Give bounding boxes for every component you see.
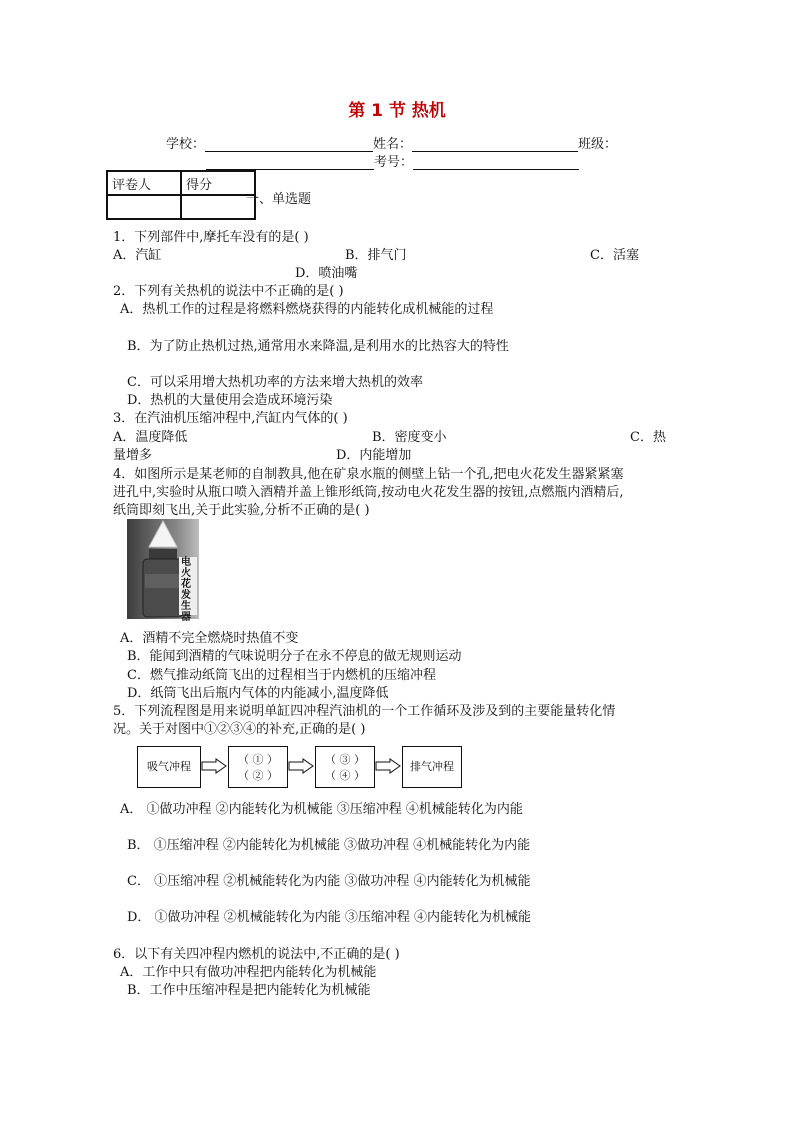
bottle-neck (149, 549, 177, 559)
exam-no-blank[interactable] (413, 157, 579, 170)
section-heading: 一、单选题 (246, 192, 312, 207)
q6-option-a[interactable]: A．工作中只有做功冲程把内能转化为机械能 (120, 965, 377, 980)
name-label: 姓名： (373, 137, 413, 152)
q4-option-c[interactable]: C．燃气推动纸筒飞出的过程相当于内燃机的压缩冲程 (127, 668, 436, 683)
flow-arrow-3 (375, 758, 401, 774)
paper-cone (149, 521, 177, 547)
q4-option-d[interactable]: D．纸筒飞出后瓶内气体的内能减小,温度降低 (127, 686, 389, 701)
flow-box-3 (315, 746, 375, 788)
score-header: 得分 (181, 171, 255, 195)
q6-option-b[interactable]: B．工作中压缩冲程是把内能转化为机械能 (127, 983, 371, 998)
q4-stem-line3: 纸筒即刻飞出,关于此实验,分析不正确的是( ) (113, 503, 370, 518)
q1-option-a[interactable]: A．汽缸 (113, 248, 162, 263)
school-field (166, 133, 617, 152)
flow-box-3-slot1: （ ③ ） (325, 753, 365, 766)
flow-box-3-slot2: （ ④ ） (325, 769, 365, 782)
q4-stem-line2: 进孔中,实验时从瓶口喷入酒精并盖上锥形纸筒,按动电火花发生器的按钮,点燃瓶内酒精后, (113, 485, 624, 500)
flow-box-2-slot1: （ ① ） (238, 753, 278, 766)
flow-box-exhaust: 排气冲程 (402, 746, 462, 788)
score-cell[interactable] (181, 195, 255, 219)
exam-no-label: 考号： (374, 155, 414, 170)
bottle-band (145, 574, 181, 588)
class-label: 班级： (578, 137, 618, 152)
q6-stem: 6．以下有关四冲程内燃机的说法中,不正确的是( ) (113, 947, 400, 962)
flow-arrow-2 (288, 758, 314, 774)
q1-option-d[interactable]: D．喷油嘴 (295, 266, 358, 281)
q2-option-a[interactable]: A．热机工作的过程是将燃料燃烧获得的内能转化成机械能的过程 (120, 302, 494, 317)
school-label: 学校： (166, 137, 206, 152)
experiment-photo (127, 519, 199, 623)
q2-option-c[interactable]: C．可以采用增大热机功率的方法来增大热机的效率 (127, 375, 423, 390)
flow-box-2 (228, 746, 288, 788)
q5-option-a[interactable]: A． ①做功冲程 ②内能转化为机械能 ③压缩冲程 ④机械能转化为内能 (120, 802, 523, 817)
q5-option-b[interactable]: B． ①压缩冲程 ②内能转化为机械能 ③做功冲程 ④机械能转化为内能 (127, 838, 531, 853)
q5-option-c[interactable]: C． ①压缩冲程 ②机械能转化为内能 ③做功冲程 ④内能转化为机械能 (127, 874, 531, 889)
exam-no-field (206, 151, 579, 170)
score-table (106, 170, 256, 220)
q3-option-c[interactable]: C．热 (630, 430, 666, 445)
q3-option-d[interactable]: D．内能增加 (336, 448, 412, 463)
reviewer-header: 评卷人 (107, 171, 181, 195)
class-blank[interactable] (206, 157, 374, 170)
q5-option-d[interactable]: D． ①做功冲程 ②机械能转化为内能 ③压缩冲程 ④内能转化为机械能 (127, 910, 531, 925)
q2-stem: 2．下列有关热机的说法中不正确的是( ) (113, 284, 344, 299)
flow-arrow-1 (201, 758, 227, 774)
q3-option-a[interactable]: A．温度降低 (113, 430, 188, 445)
q4-option-b[interactable]: B．能闻到酒精的气味说明分子在永不停息的做无规则运动 (127, 649, 462, 664)
q3-stem: 3．在汽油机压缩冲程中,汽缸内气体的( ) (113, 411, 348, 426)
q1-stem: 1．下列部件中,摩托车没有的是( ) (113, 230, 309, 245)
q5-stem-line2: 况。关于对图中①②③④的补充,正确的是( ) (113, 722, 366, 737)
q2-option-b[interactable]: B．为了防止热机过热,通常用水来降温,是利用水的比热容大的特性 (127, 339, 509, 354)
q1-option-b[interactable]: B．排气门 (345, 248, 407, 263)
page-title: 第 1 节 热机 (348, 101, 446, 121)
q4-stem-line1: 4．如图所示是某老师的自制教具,他在矿泉水瓶的侧壁上钻一个孔,把电火花发生器紧紧塞 (113, 467, 624, 482)
flow-box-intake: 吸气冲程 (137, 746, 201, 788)
q5-stem-line1: 5．下列流程图是用来说明单缸四冲程汽油机的一个工作循环及涉及到的主要能量转化情 (113, 704, 616, 719)
igniter-label: 电火花发生器 (181, 557, 191, 623)
q3-option-b[interactable]: B．密度变小 (372, 430, 447, 445)
q1-option-c[interactable]: C．活塞 (590, 248, 639, 263)
q2-option-d[interactable]: D．热机的大量使用会造成环境污染 (127, 393, 333, 408)
flow-box-2-slot2: （ ② ） (238, 769, 278, 782)
q4-option-a[interactable]: A．酒精不完全燃烧时热值不变 (120, 631, 299, 646)
q3-option-c-cont: 量增多 (113, 448, 153, 463)
reviewer-cell[interactable] (107, 195, 181, 219)
